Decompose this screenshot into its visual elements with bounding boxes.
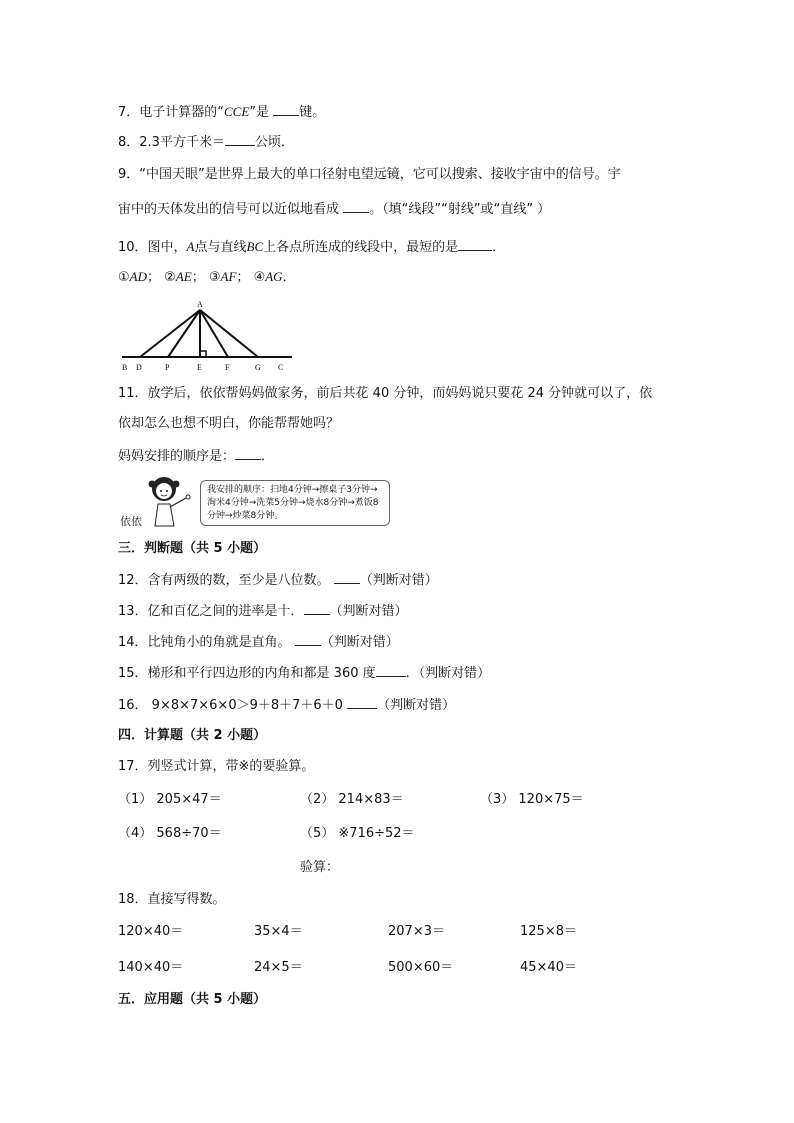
q12-answer-blank[interactable]	[334, 571, 360, 584]
question-9-line-2	[118, 200, 550, 219]
q16-hint: （判断对错）	[377, 698, 456, 713]
label-g: G	[255, 363, 261, 372]
q14-text: 14．比钝角小的角就是直角。	[118, 635, 295, 650]
q10-options	[118, 268, 296, 287]
q12-text: 12．含有两级的数，至少是八位数。	[118, 573, 334, 588]
q7-text-before: 7．电子计算器的“	[118, 105, 225, 120]
question-11-line-2: 依却怎么也想不明白，你能帮帮她吗？	[118, 416, 340, 431]
section-4-title: 四．计算题（共 2 小题）	[118, 728, 267, 743]
q18-item-6: 24×5＝	[254, 960, 303, 975]
segment-ag	[200, 310, 258, 357]
q15-answer-blank[interactable]	[376, 664, 406, 677]
question-13	[118, 602, 408, 621]
q13-answer-blank[interactable]	[304, 602, 330, 615]
q8-answer-blank[interactable]	[225, 133, 255, 146]
q7-key-name: CCE	[224, 104, 250, 119]
q15-hint: ．（判断对错）	[405, 666, 491, 681]
q17-check-label: 验算：	[300, 860, 340, 875]
question-7	[118, 103, 325, 122]
q8-text: 8．2.3平方千米＝	[118, 135, 225, 150]
question-9-line-1: 9．“中国天眼”是世界上最大的单口径射电望远镜，它可以搜索、接收宇宙中的信号。宇	[118, 167, 621, 182]
segment-af	[200, 310, 228, 357]
label-f: F	[225, 363, 230, 372]
q17-item-4: （4） 568÷70＝	[118, 826, 222, 841]
q10-option-3[interactable]: ③AF；	[208, 269, 250, 285]
label-e: E	[197, 363, 202, 372]
q7-answer-blank[interactable]	[273, 103, 299, 116]
q9-text-after: 。（填“线段”“射线”或“直线” ）	[369, 202, 551, 217]
q8-text-after: 公顷．	[254, 135, 294, 150]
question-12	[118, 571, 438, 590]
q15-text: 15．梯形和平行四边形的内角和都是 360 度	[118, 666, 376, 681]
q9-text-before: 宙中的天体发出的信号可以近似地看成	[118, 202, 344, 217]
q16-answer-blank[interactable]	[347, 696, 377, 709]
question-15	[118, 664, 490, 683]
q7-text-mid: ”是	[249, 105, 274, 120]
q16-text: 16． 9×8×7×6×0＞9＋8＋7＋6＋0	[118, 698, 348, 713]
segment-ad	[140, 310, 200, 357]
question-11-line-1: 11．放学后，依依帮妈妈做家务，前后共花 40 分钟，而妈妈说只要花 24 分钟就可以了，依	[118, 386, 653, 401]
q11-text-before: 妈妈安排的顺序是：	[118, 449, 236, 464]
section-3-title: 三．判断题（共 5 小题）	[118, 541, 267, 556]
speech-note-text: 我安排的顺序：扫地4分钟→擦桌子3分钟→淘米4分钟→洗菜5分钟→烧水8分钟→煮饭8分钟→炒菜8分钟。	[207, 485, 379, 521]
q10-option-2[interactable]: ②AE；	[164, 269, 205, 285]
question-16	[118, 696, 455, 715]
q13-text: 13．亿和百亿之间的进率是十．	[118, 604, 304, 619]
q17-item-1: （1） 205×47＝	[118, 792, 222, 807]
question-8	[118, 133, 294, 152]
q11-answer-blank[interactable]	[235, 447, 261, 460]
girl-name-label: 依依	[120, 515, 142, 528]
q10-answer-blank[interactable]	[458, 238, 492, 251]
q14-hint: （判断对错）	[320, 635, 399, 650]
q17-item-5: （5） ※716÷52＝	[300, 826, 415, 841]
q18-item-4: 125×8＝	[520, 924, 577, 939]
q10-geometry-diagram	[118, 300, 298, 372]
q18-item-3: 207×3＝	[388, 924, 445, 939]
q18-item-5: 140×40＝	[118, 960, 184, 975]
question-14	[118, 633, 399, 652]
speech-note	[200, 480, 390, 526]
q10-option-1[interactable]: ①AD；	[118, 269, 161, 285]
q10-point-a: A	[186, 239, 195, 254]
segment-ap	[168, 310, 200, 357]
q13-hint: （判断对错）	[329, 604, 408, 619]
q10-text-mid: 点与直线	[194, 240, 247, 255]
question-17-title: 17．列竖式计算，带※的要验算。	[118, 759, 315, 774]
label-d: D	[136, 363, 142, 372]
q7-text-after: 键。	[299, 105, 326, 120]
q10-option-4[interactable]: ④AG．	[253, 269, 296, 285]
q18-item-8: 45×40＝	[520, 960, 577, 975]
question-18-title: 18．直接写得数。	[118, 892, 226, 907]
q10-text-before: 10．图中，	[118, 240, 187, 255]
q17-item-2: （2） 214×83＝	[300, 792, 404, 807]
q18-item-7: 500×60＝	[388, 960, 454, 975]
question-11-line-3	[118, 447, 274, 466]
label-p: P	[165, 363, 170, 372]
label-a: A	[197, 300, 203, 309]
girl-illustration	[146, 474, 194, 528]
label-c: C	[278, 363, 284, 372]
q10-text-end: ．	[492, 240, 506, 255]
q14-answer-blank[interactable]	[295, 633, 321, 646]
question-10	[118, 238, 505, 257]
q11-text-after: ．	[261, 449, 275, 464]
label-b: B	[122, 363, 128, 372]
q10-line-bc: BC	[246, 239, 264, 254]
q17-item-3: （3） 120×75＝	[480, 792, 584, 807]
q9-answer-blank[interactable]	[343, 200, 369, 213]
q10-text-after: 上各点所连成的线段中，最短的是	[263, 240, 459, 255]
q12-hint: （判断对错）	[359, 573, 438, 588]
q18-item-1: 120×40＝	[118, 924, 184, 939]
section-5-title: 五．应用题（共 5 小题）	[118, 992, 267, 1007]
q18-item-2: 35×4＝	[254, 924, 303, 939]
